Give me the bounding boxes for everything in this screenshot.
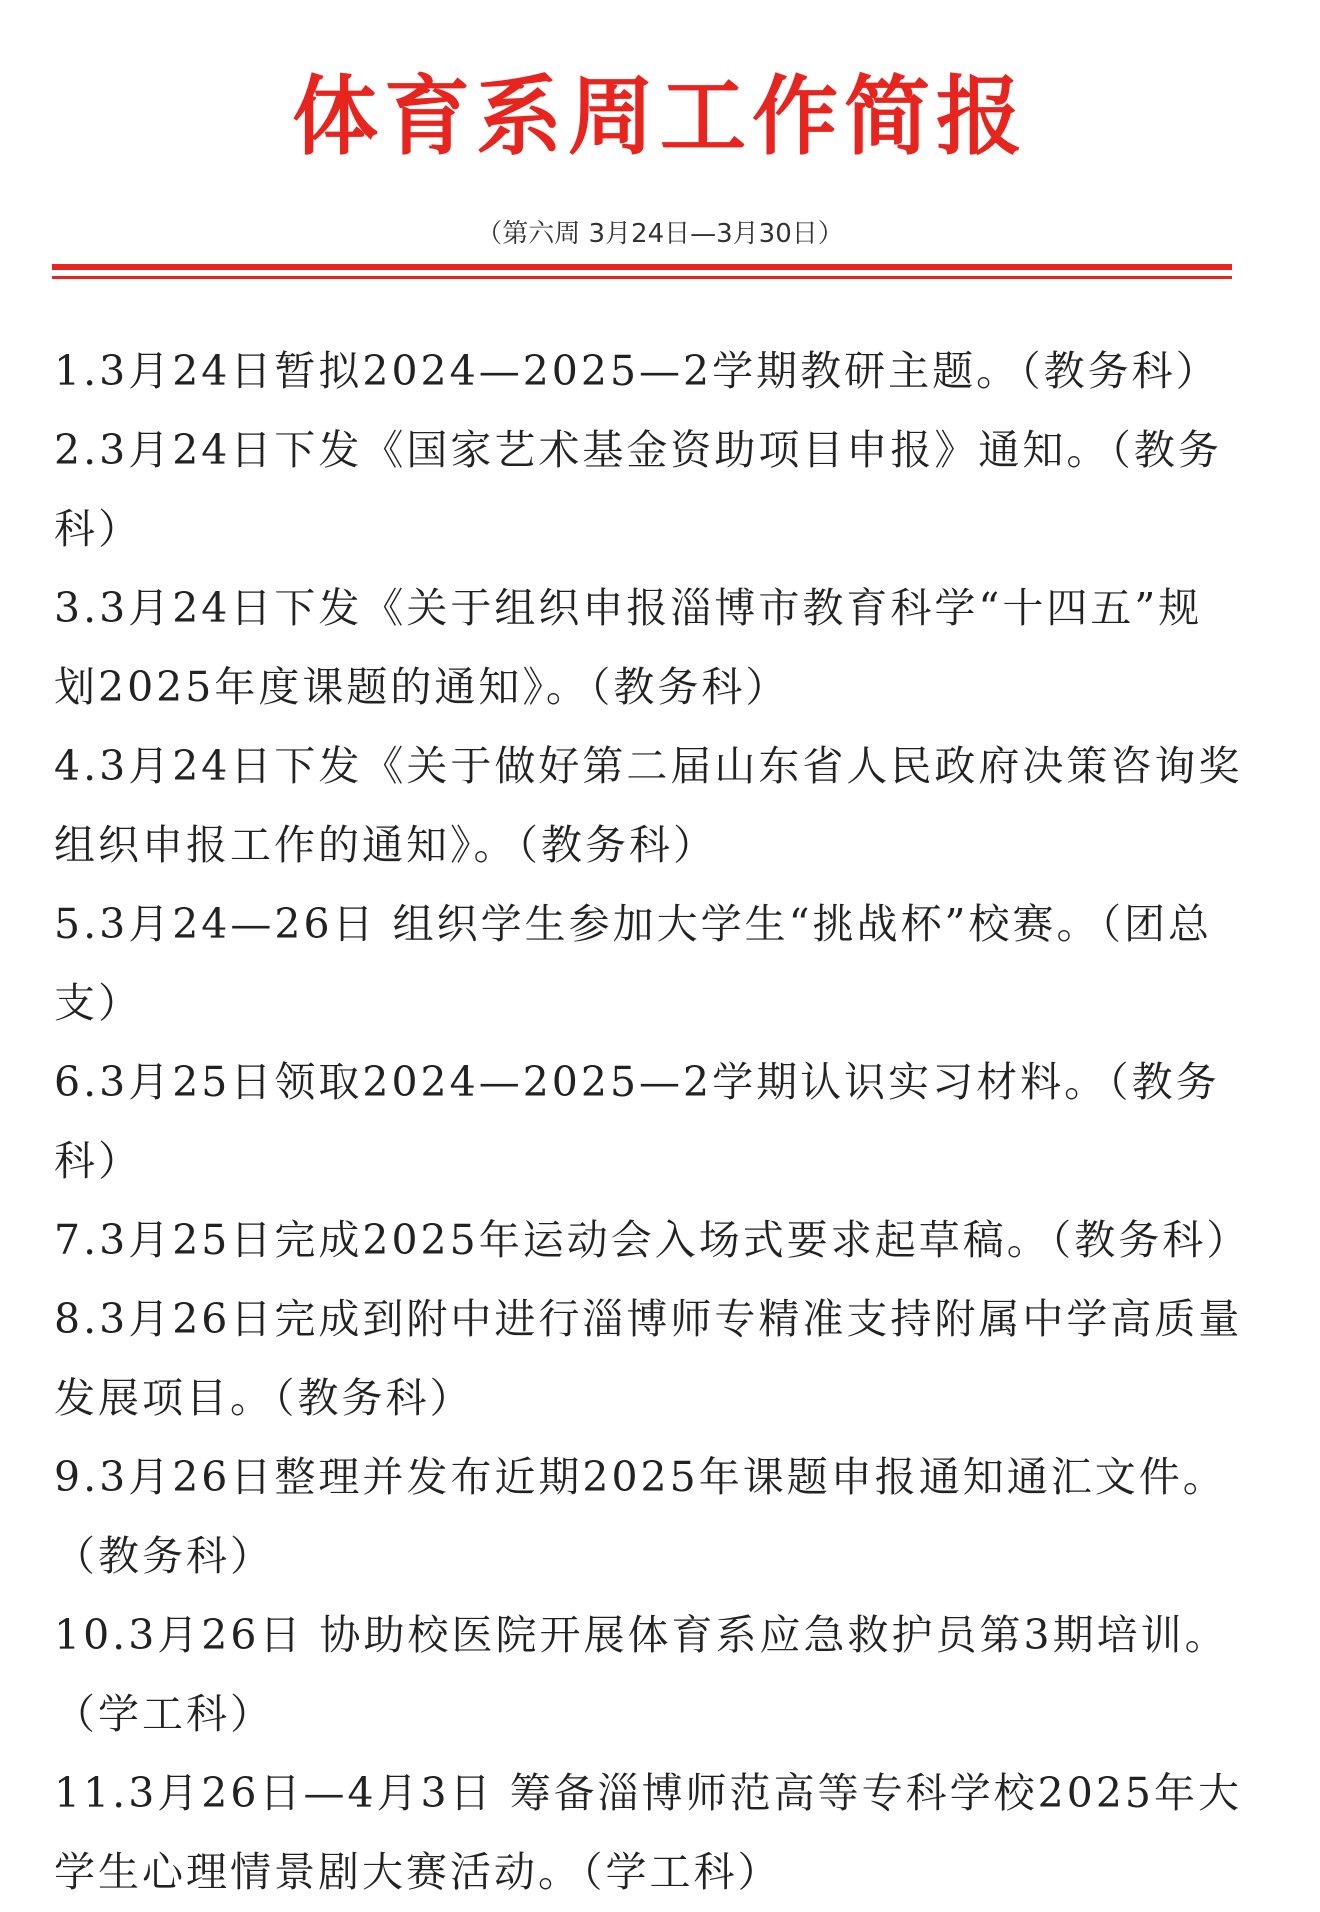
work-item-list (54, 332, 1251, 1912)
title-divider-thick (52, 264, 1232, 270)
work-item: 10.3月26日 协助校医院开展体育系应急救护员第3期培训。（学工科） (54, 1611, 1229, 1738)
work-item: 1.3月24日暂拟2024—2025—2学期教研主题。（教务科） (54, 347, 1220, 395)
work-item: 7.3月25日完成2025年运动会入场式要求起草稿。（教务科） (54, 1216, 1251, 1264)
work-item: 5.3月24—26日 组织学生参加大学生“挑战杯”校赛。（团总支） (54, 900, 1212, 1027)
work-item: 8.3月26日完成到附中进行淄博师专精准支持附属中学高质量发展项目。（教务科） (54, 1295, 1243, 1422)
document-subtitle: （第六周 3月24日—3月30日） (476, 219, 844, 249)
work-item: 3.3月24日下发《关于组织申报淄博市教育科学“十四五”规划2025年度课题的通知》。（教务科） (54, 584, 1203, 711)
work-item: 2.3月24日下发《国家艺术基金资助项目申报》通知。（教务科） (54, 426, 1222, 553)
work-item: 11.3月26日—4月3日 筹备淄博师范高等专科学校2025年大学生心理情景剧大赛活动。（学工科） (54, 1769, 1243, 1896)
work-item: 6.3月25日领取2024—2025—2学期认识实习材料。（教务科） (54, 1058, 1220, 1185)
title-divider-thin (52, 276, 1232, 279)
document-title: 体育系周工作简报 (292, 66, 1028, 167)
work-item: 4.3月24日下发《关于做好第二届山东省人民政府决策咨询奖组织申报工作的通知》。（教务科） (54, 742, 1243, 869)
work-item: 9.3月26日整理并发布近期2025年课题申报通知通汇文件。（教务科） (54, 1453, 1227, 1580)
